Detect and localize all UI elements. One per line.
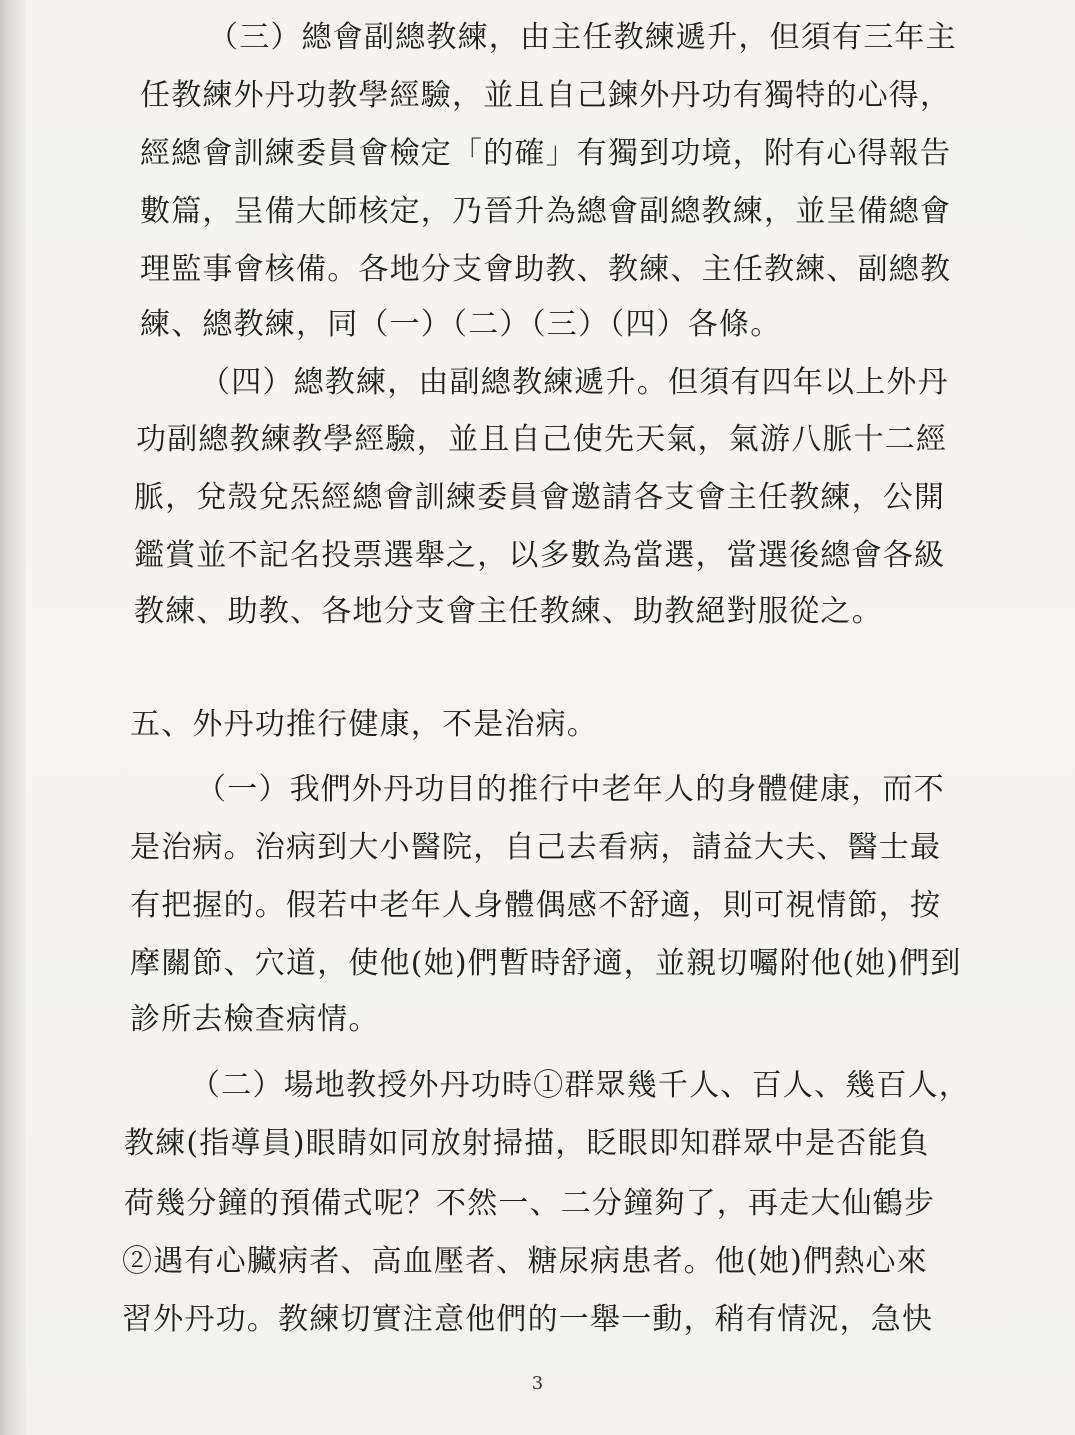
text-line: 理監事會核備。各地分支會助教、教練、主任教練、副總教 — [140, 252, 952, 287]
text-line: （二）場地教授外丹功時①群眾幾千人、百人、幾百人， — [190, 1068, 970, 1103]
text-line: 教練、助教、各地分支會主任教練、助教絕對服從之。 — [134, 594, 883, 629]
text-line: （四）總教練，由副總教練遞升。但須有四年以上外丹 — [200, 365, 949, 400]
text-line: 診所去檢查病情。 — [130, 1002, 380, 1037]
page-binding-shadow — [0, 0, 26, 1435]
text-line: 鑑賞並不記名投票選舉之，以多數為當選，當選後總會各級 — [134, 538, 946, 573]
text-line: ②遇有心臟病者、高血壓者、糖尿病患者。他(她)們熱心來 — [122, 1244, 928, 1279]
text-line: （一）我們外丹功目的推行中老年人的身體健康，而不 — [196, 772, 945, 807]
text-line: 習外丹功。教練切實注意他們的一舉一動，稍有情況，急快 — [122, 1302, 934, 1337]
text-line: 荷幾分鐘的預備式呢？不然一、二分鐘夠了，再走大仙鶴步 — [124, 1186, 936, 1221]
text-line: 摩關節、穴道，使他(她)們暫時舒適，並親切囑附他(她)們到 — [130, 946, 962, 981]
text-line: 任教練外丹功教學經驗，並且自己鍊外丹功有獨特的心得， — [140, 78, 952, 113]
page-number: 3 — [531, 1373, 544, 1394]
text-line: 脈，兌殼兌炁經總會訓練委員會邀請各支會主任教練，公開 — [134, 480, 946, 515]
text-line: （三）總會副總教練，由主任教練遞升，但須有三年主 — [208, 20, 957, 55]
text-line: 有把握的。假若中老年人身體偶感不舒適，則可視情節，按 — [130, 888, 942, 923]
text-line: 數篇，呈備大師核定，乃晉升為總會副總教練，並呈備總會 — [140, 194, 952, 229]
text-line: 是治病。治病到大小醫院，自己去看病，請益大夫、醫士最 — [130, 830, 942, 865]
text-line: 功副總教練教學經驗，並且自己使先天氣，氣游八脈十二經 — [136, 422, 948, 457]
section-heading: 五、外丹功推行健康，不是治病。 — [130, 707, 598, 742]
text-line: 教練(指導員)眼睛如同放射掃描，眨眼即知群眾中是否能負 — [124, 1126, 930, 1161]
text-line: 經總會訓練委員會檢定「的確」有獨到功境，附有心得報告 — [140, 136, 952, 171]
text-line: 練、總教練，同（一）（二）（三）（四）各條。 — [140, 307, 782, 342]
